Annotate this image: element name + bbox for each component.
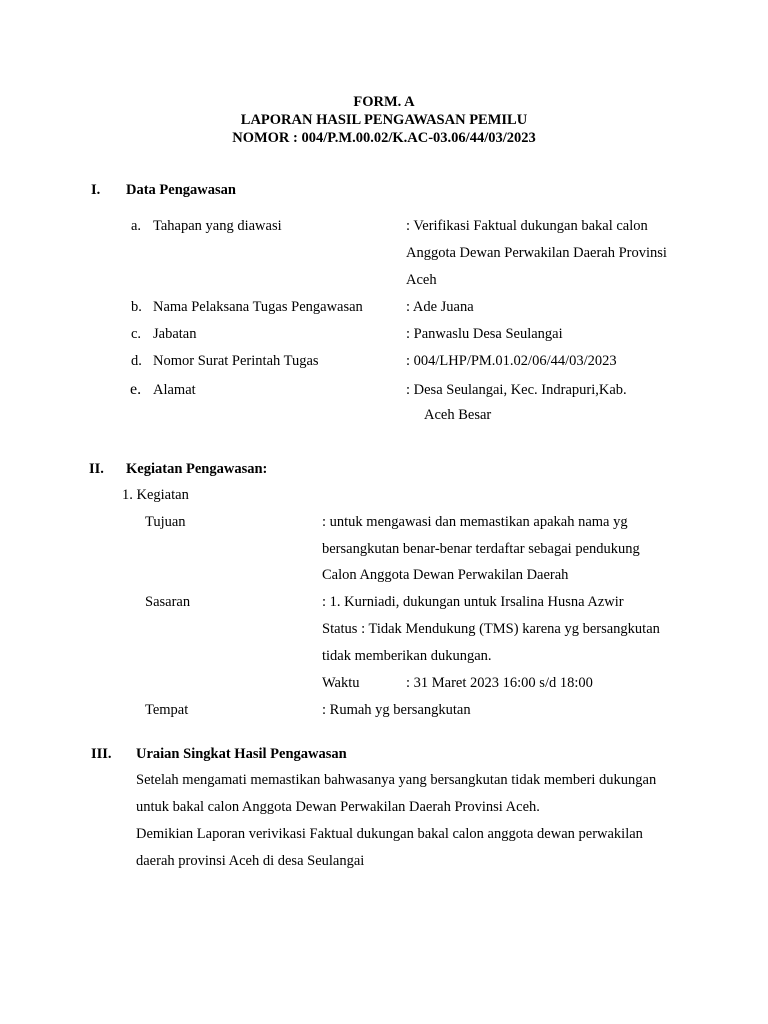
- item-d-label: Nomor Surat Perintah Tugas: [153, 353, 319, 369]
- summary-line: Setelah mengamati memastikan bahwasanya yang bersangkutan tidak memberi dukungan: [136, 772, 657, 788]
- item-d-letter: d.: [131, 353, 142, 369]
- section1-number: I.: [91, 182, 101, 198]
- tujuan-line: Calon Anggota Dewan Perwakilan Daerah: [322, 567, 569, 583]
- report-title: LAPORAN HASIL PENGAWASAN PEMILU: [240, 112, 528, 128]
- section2-title: Kegiatan Pengawasan:: [126, 461, 268, 477]
- tujuan-line: : untuk mengawasi dan memastikan apakah nama yg: [322, 514, 628, 530]
- summary-line: untuk bakal calon Anggota Dewan Perwakilan Daerah Provinsi Aceh.: [136, 799, 540, 815]
- sasaran-line: tidak memberikan dukungan.: [322, 648, 492, 664]
- item-a-value-line: : Verifikasi Faktual dukungan bakal calon: [406, 218, 648, 234]
- item-c-letter: c.: [131, 326, 142, 342]
- item-b-letter: b.: [131, 299, 142, 315]
- section2-number: II.: [89, 461, 104, 477]
- waktu-value: : 31 Maret 2023 16:00 s/d 18:00: [406, 675, 593, 691]
- item-a-letter: a.: [131, 218, 142, 234]
- item-a-label: Tahapan yang diawasi: [153, 218, 282, 234]
- summary-line: Demikian Laporan verivikasi Faktual dukungan bakal calon anggota dewan perwakilan: [136, 826, 643, 842]
- item-a-value-line: Aceh: [406, 272, 437, 288]
- waktu-label: Waktu: [322, 675, 360, 691]
- item-e-letter: e.: [130, 381, 142, 398]
- tempat-value: : Rumah yg bersangkutan: [322, 702, 471, 718]
- section3-title: Uraian Singkat Hasil Pengawasan: [136, 746, 347, 762]
- item-a-value-line: Anggota Dewan Perwakilan Daerah Provinsi: [406, 245, 667, 261]
- item-d-value: : 004/LHP/PM.01.02/06/44/03/2023: [406, 353, 617, 369]
- item-b-label: Nama Pelaksana Tugas Pengawasan: [153, 299, 363, 315]
- item-c-value: : Panwaslu Desa Seulangai: [406, 326, 563, 342]
- section1-title: Data Pengawasan: [126, 182, 236, 198]
- section2-subheading: 1. Kegiatan: [122, 487, 189, 503]
- tempat-label: Tempat: [145, 702, 189, 718]
- item-b-value: : Ade Juana: [406, 299, 474, 315]
- tujuan-label: Tujuan: [145, 514, 186, 530]
- section3-number: III.: [91, 746, 112, 762]
- item-e-value-line: : Desa Seulangai, Kec. Indrapuri,Kab.: [406, 382, 627, 398]
- sasaran-label: Sasaran: [145, 594, 191, 610]
- sasaran-line: Status : Tidak Mendukung (TMS) karena yg bersangkutan: [322, 621, 660, 637]
- item-e-value-line: Aceh Besar: [424, 407, 492, 423]
- summary-line: daerah provinsi Aceh di desa Seulangai: [136, 853, 365, 869]
- item-e-label: Alamat: [153, 382, 196, 398]
- form-label: FORM. A: [353, 94, 415, 110]
- tujuan-line: bersangkutan benar-benar terdaftar sebagai pendukung: [322, 541, 640, 557]
- sasaran-line: : 1. Kurniadi, dukungan untuk Irsalina Husna Azwir: [322, 594, 624, 610]
- report-number: NOMOR : 004/P.M.00.02/K.AC-03.06/44/03/2023: [232, 130, 536, 146]
- item-c-label: Jabatan: [153, 326, 197, 342]
